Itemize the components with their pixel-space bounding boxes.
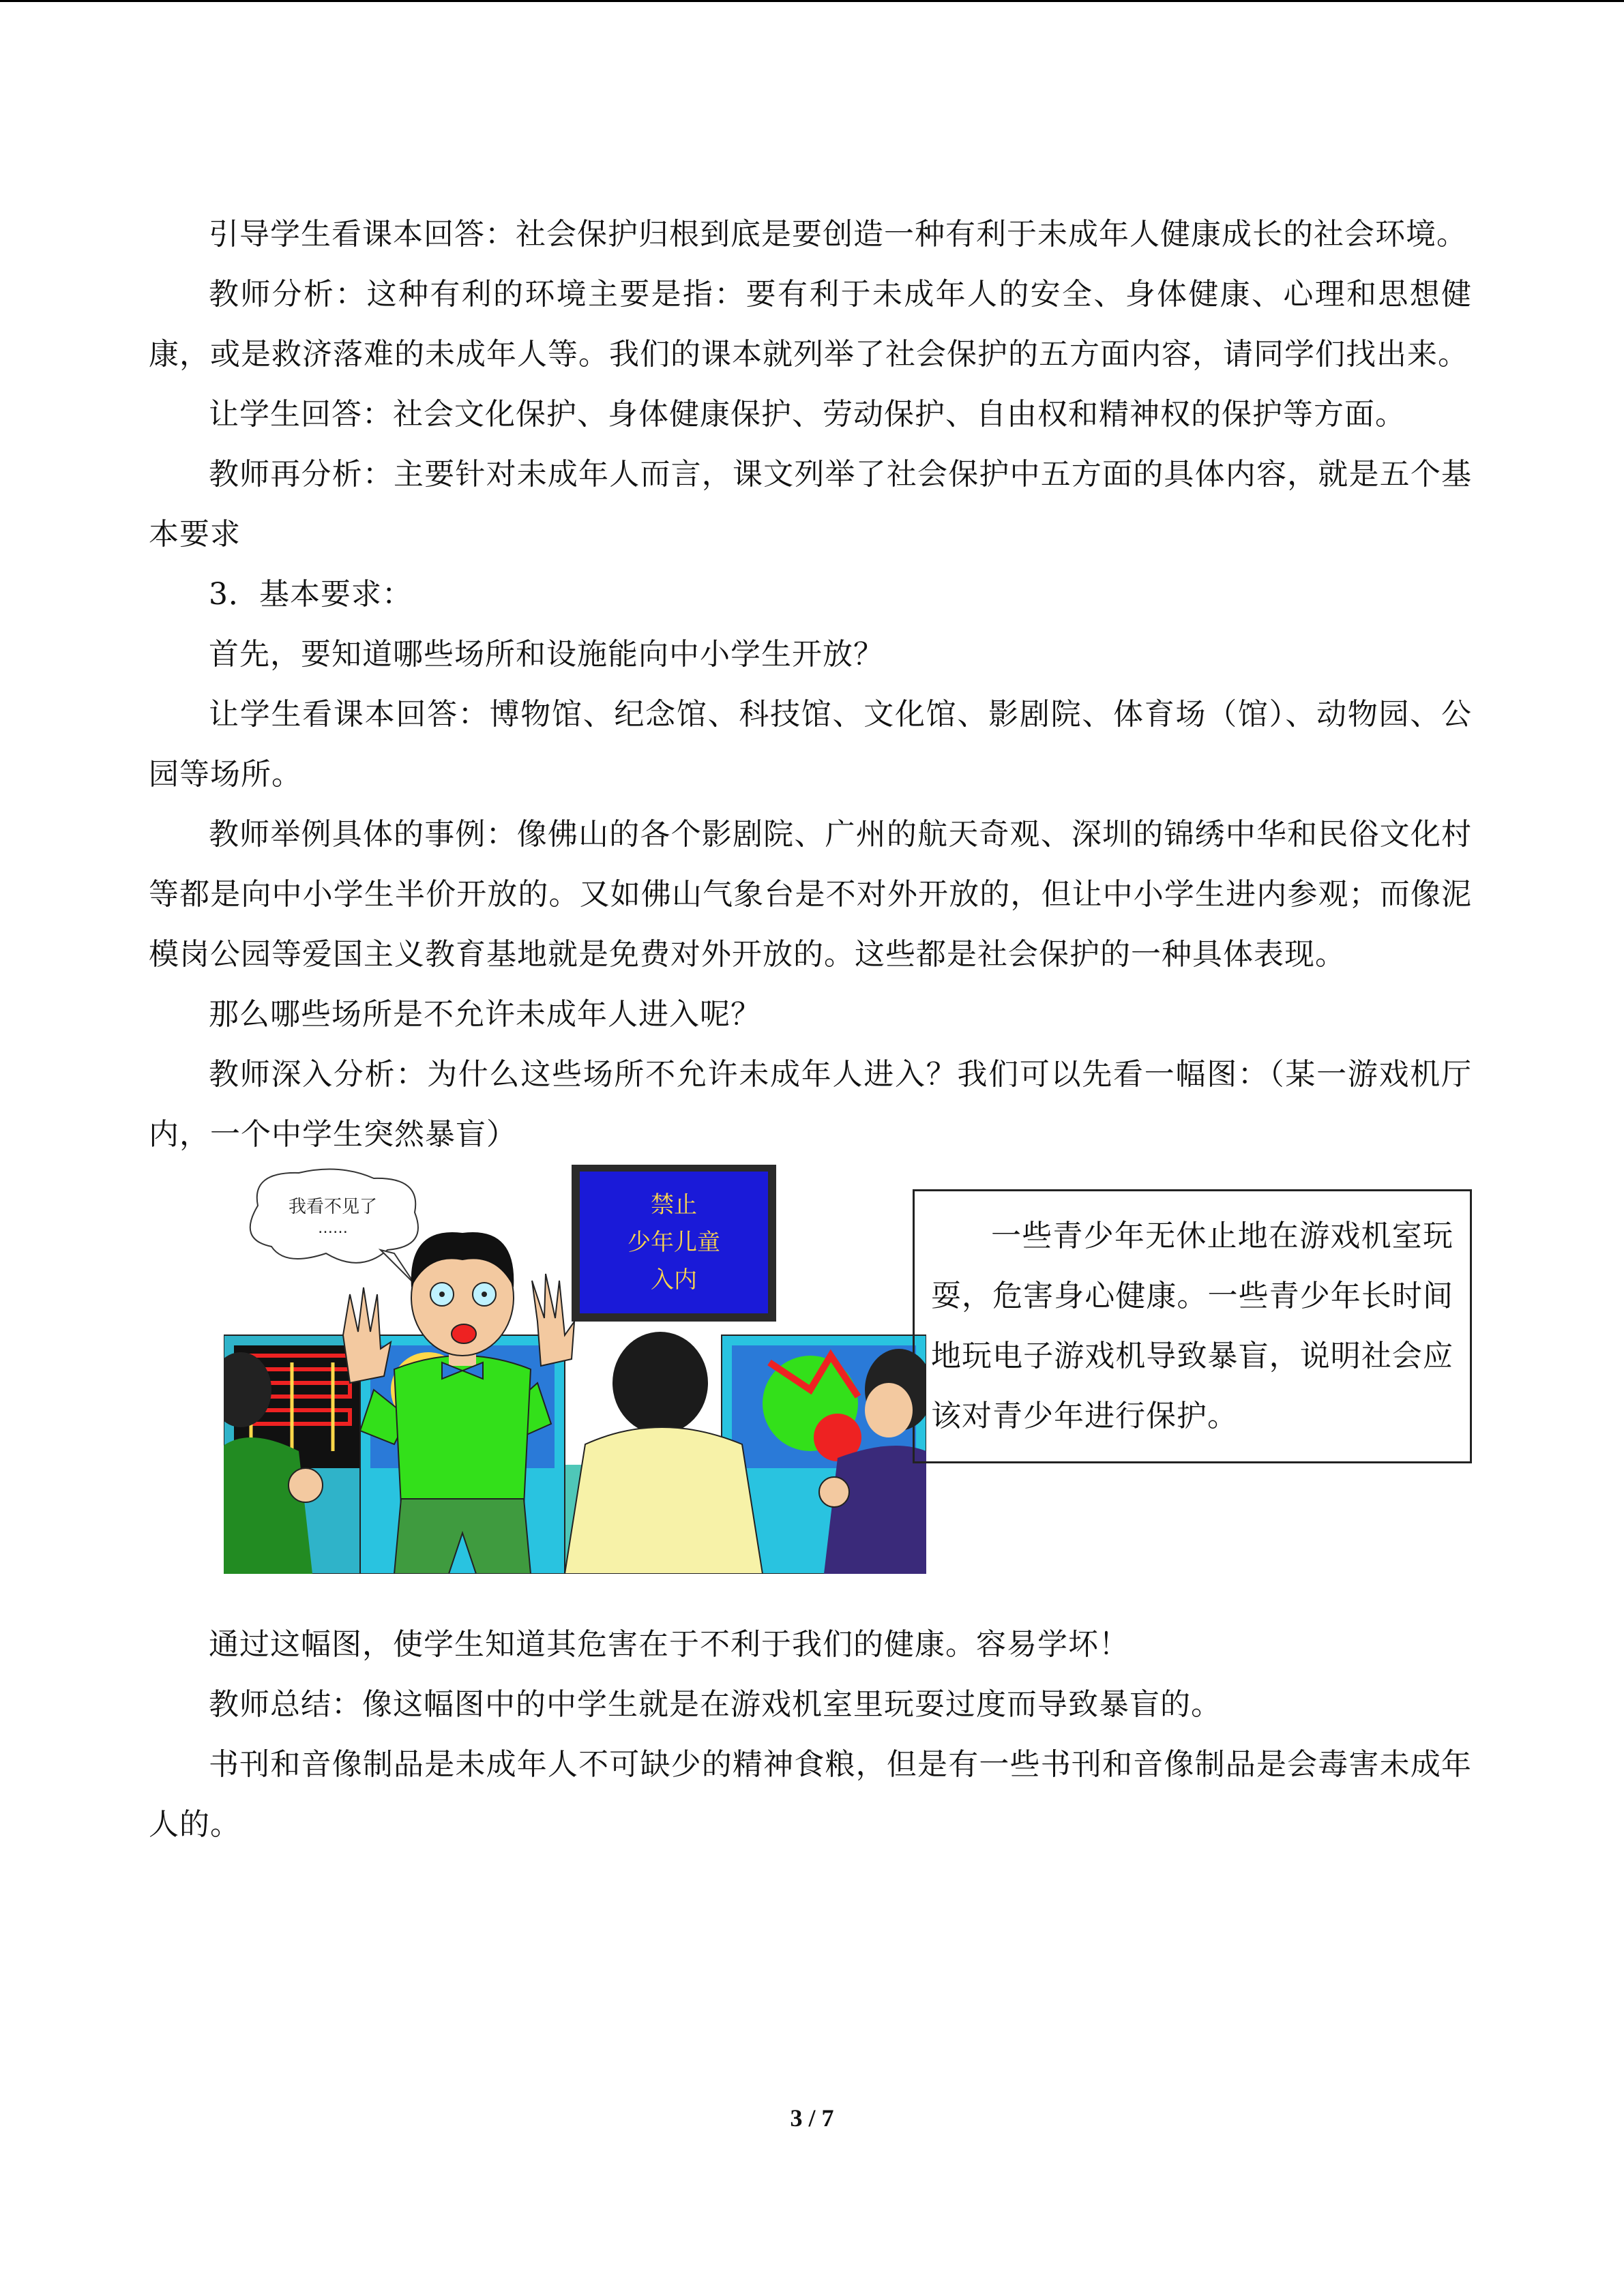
speech-bubble-dots: …… xyxy=(318,1220,348,1237)
paragraph: 教师举例具体的事例：像佛山的各个影剧院、广州的航天奇观、深圳的锦绣中华和民俗文化村等都是向中小学生半价开放的。又如佛山气象台是不对外开放的，但让中小学生进内参观；而像泥模岗公园等爱国主义教育基地就是免费对外开放的。这些都是社会保护的一种具体表现。 xyxy=(149,817,1472,972)
section-heading: 3．基本要求： xyxy=(209,577,413,612)
paragraph: 那么哪些场所是不允许未成年人进入呢？ xyxy=(209,997,761,1032)
paragraph: 教师再分析：主要针对未成年人而言，课文列举了社会保护中五方面的具体内容，就是五个基本要求 xyxy=(149,457,1472,552)
paragraph: 引导学生看课本回答：社会保护归根到底是要创造一种有利于未成年人健康成长的社会环境。 xyxy=(209,217,1467,252)
paragraph: 让学生看课本回答：博物馆、纪念馆、科技馆、文化馆、影剧院、体育场（馆）、动物园、公园等场所。 xyxy=(149,697,1472,792)
game-hall-illustration xyxy=(224,1165,926,1574)
page-number: 3 / 7 xyxy=(790,2104,834,2132)
paragraph: 书刊和音像制品是未成年人不可缺少的精神食粮，但是有一些书刊和音像制品是会毒害未成年人的。 xyxy=(149,1747,1472,1842)
paragraph: 首先，要知道哪些场所和设施能向中小学生开放？ xyxy=(209,637,884,672)
paragraph: 教师总结：像这幅图中的中学生就是在游戏机室里玩耍过度而导致暴盲的。 xyxy=(209,1687,1222,1722)
speech-bubble-text: 我看不见了 xyxy=(288,1197,378,1217)
sign-text-3: 入内 xyxy=(651,1266,697,1294)
document-page xyxy=(149,205,1472,1855)
sign-text-2: 少年儿童 xyxy=(628,1229,720,1256)
caption-text: 一些青少年无休止地在游戏机室玩耍，危害身心健康。一些青少年长时间地玩电子游戏机导致暴盲，说明社会应该对青少年进行保护。 xyxy=(931,1219,1453,1433)
no-minors-sign xyxy=(572,1165,776,1322)
paragraph: 通过这幅图，使学生知道其危害在于不利于我们的健康。容易学坏！ xyxy=(209,1627,1130,1662)
paragraph: 让学生回答：社会文化保护、身体健康保护、劳动保护、自由权和精神权的保护等方面。 xyxy=(209,397,1406,432)
paragraph: 教师深入分析：为什么这些场所不允许未成年人进入？我们可以先看一幅图：（某一游戏机厅内，一个中学生突然暴盲） xyxy=(149,1057,1472,1152)
caption-box xyxy=(913,1189,1472,1463)
figure-row xyxy=(149,1165,1472,1615)
paragraph: 教师分析：这种有利的环境主要是指：要有利于未成年人的安全、身体健康、心理和思想健康，或是救济落难的未成年人等。我们的课本就列举了社会保护的五方面内容，请同学们找出来。 xyxy=(149,277,1472,372)
sign-text-1: 禁止 xyxy=(651,1191,697,1219)
top-rule xyxy=(0,0,1624,2)
